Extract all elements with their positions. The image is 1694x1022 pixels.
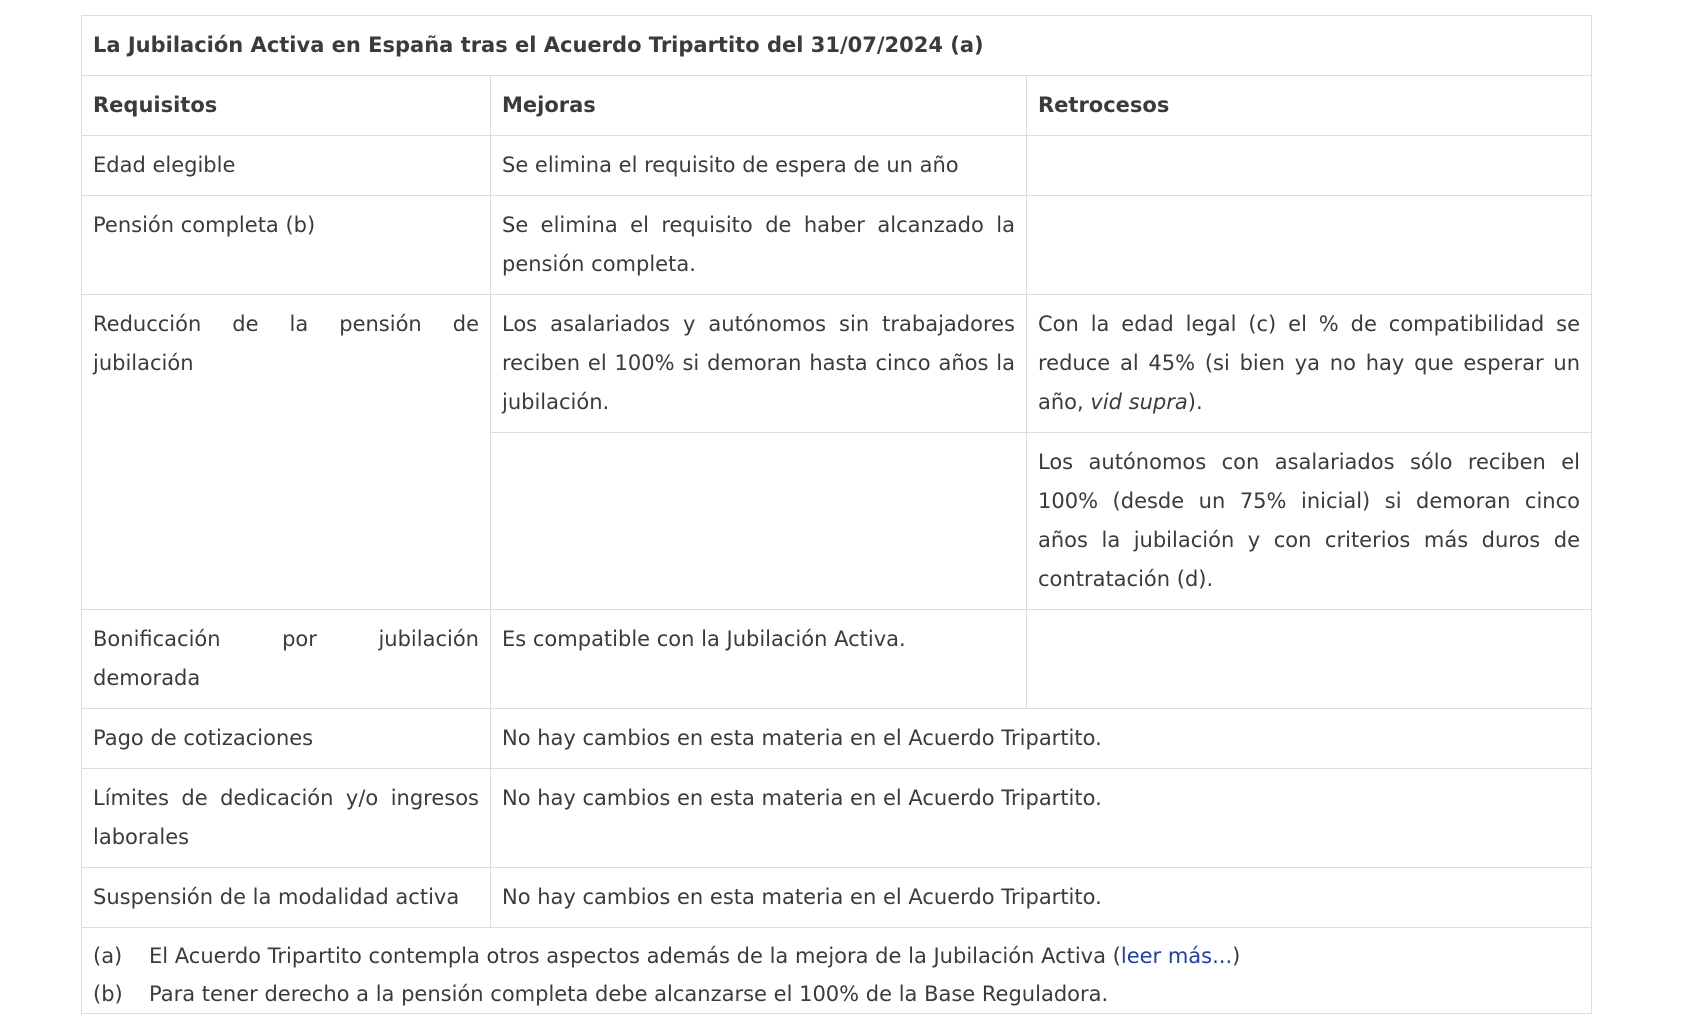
table-row <box>82 868 1592 928</box>
note-b <box>93 975 1580 1013</box>
retroceso-1-vid-supra: vid supra <box>1090 390 1188 414</box>
note-a-text: El Acuerdo Tripartito contempla otros aspectos además de la mejora de la Jubilación Activa ( <box>149 944 1121 968</box>
row-pension-requisito: Pensión completa (b) <box>82 196 491 295</box>
table-header-row <box>82 76 1592 136</box>
table-row <box>82 136 1592 196</box>
retroceso-1-text: Con la edad legal (c) el % de compatibilidad se reduce al 45% (si bien ya no hay que esperar un año, <box>1038 312 1581 414</box>
row-reduccion-mejora: Los asalariados y autónomos sin trabajadores reciben el 100% si demoran hasta cinco años la jubilación. <box>491 295 1027 433</box>
row-bonificacion-mejora: Es compatible con la Jubilación Activa. <box>491 610 1027 709</box>
notes-row <box>82 928 1592 1014</box>
row-bonificacion-retroceso <box>1027 610 1592 709</box>
header-retrocesos: Retrocesos <box>1027 76 1592 136</box>
row-reduccion-requisito: Reducción de la pensión de jubilación <box>82 295 491 610</box>
row-cotizaciones-requisito: Pago de cotizaciones <box>82 709 491 769</box>
row-pension-mejora: Se elimina el requisito de haber alcanzado la pensión completa. <box>491 196 1027 295</box>
row-suspension-texto: No hay cambios en esta materia en el Acuerdo Tripartito. <box>491 868 1592 928</box>
row-edad-retroceso <box>1027 136 1592 196</box>
jubilacion-table-container <box>81 15 1591 1014</box>
note-b-key: (b) <box>93 982 123 1006</box>
notes-cell <box>82 928 1592 1014</box>
row-limites-texto: No hay cambios en esta materia en el Acuerdo Tripartito. <box>491 769 1592 868</box>
note-a-body <box>149 937 1240 975</box>
retroceso-1-close: ). <box>1187 390 1203 414</box>
table-row <box>82 196 1592 295</box>
row-cotizaciones-texto: No hay cambios en esta materia en el Acuerdo Tripartito. <box>491 709 1592 769</box>
table-row <box>82 769 1592 868</box>
row-limites-requisito: Límites de dedicación y/o ingresos laborales <box>82 769 491 868</box>
row-bonificacion-requisito: Bonificación por jubilación demorada <box>82 610 491 709</box>
row-pension-retroceso <box>1027 196 1592 295</box>
note-a-close: ) <box>1232 944 1241 968</box>
header-mejoras: Mejoras <box>491 76 1027 136</box>
row-reduccion-mejora-2 <box>491 433 1027 610</box>
note-b-text: Para tener derecho a la pensión completa debe alcanzarse el 100% de la Base Reguladora. <box>149 982 1109 1006</box>
note-a <box>93 937 1580 975</box>
leer-mas-link[interactable]: leer más... <box>1120 944 1233 968</box>
row-edad-mejora: Se elimina el requisito de espera de un año <box>491 136 1027 196</box>
row-edad-requisito: Edad elegible <box>82 136 491 196</box>
row-suspension-requisito: Suspensión de la modalidad activa <box>82 868 491 928</box>
note-a-key: (a) <box>93 944 123 968</box>
table-title: La Jubilación Activa en España tras el Acuerdo Tripartito del 31/07/2024 (a) <box>82 16 1592 76</box>
table-row <box>82 610 1592 709</box>
row-reduccion-retroceso-2: Los autónomos con asalariados sólo reciben el 100% (desde un 75% inicial) si demoran cinco años la jubilación y con criterios más duros de contratación (d). <box>1027 433 1592 610</box>
table-row <box>82 295 1592 433</box>
table-row <box>82 709 1592 769</box>
jubilacion-activa-table <box>81 15 1592 1014</box>
header-requisitos: Requisitos <box>82 76 491 136</box>
table-title-row <box>82 16 1592 76</box>
row-reduccion-retroceso-1 <box>1027 295 1592 433</box>
